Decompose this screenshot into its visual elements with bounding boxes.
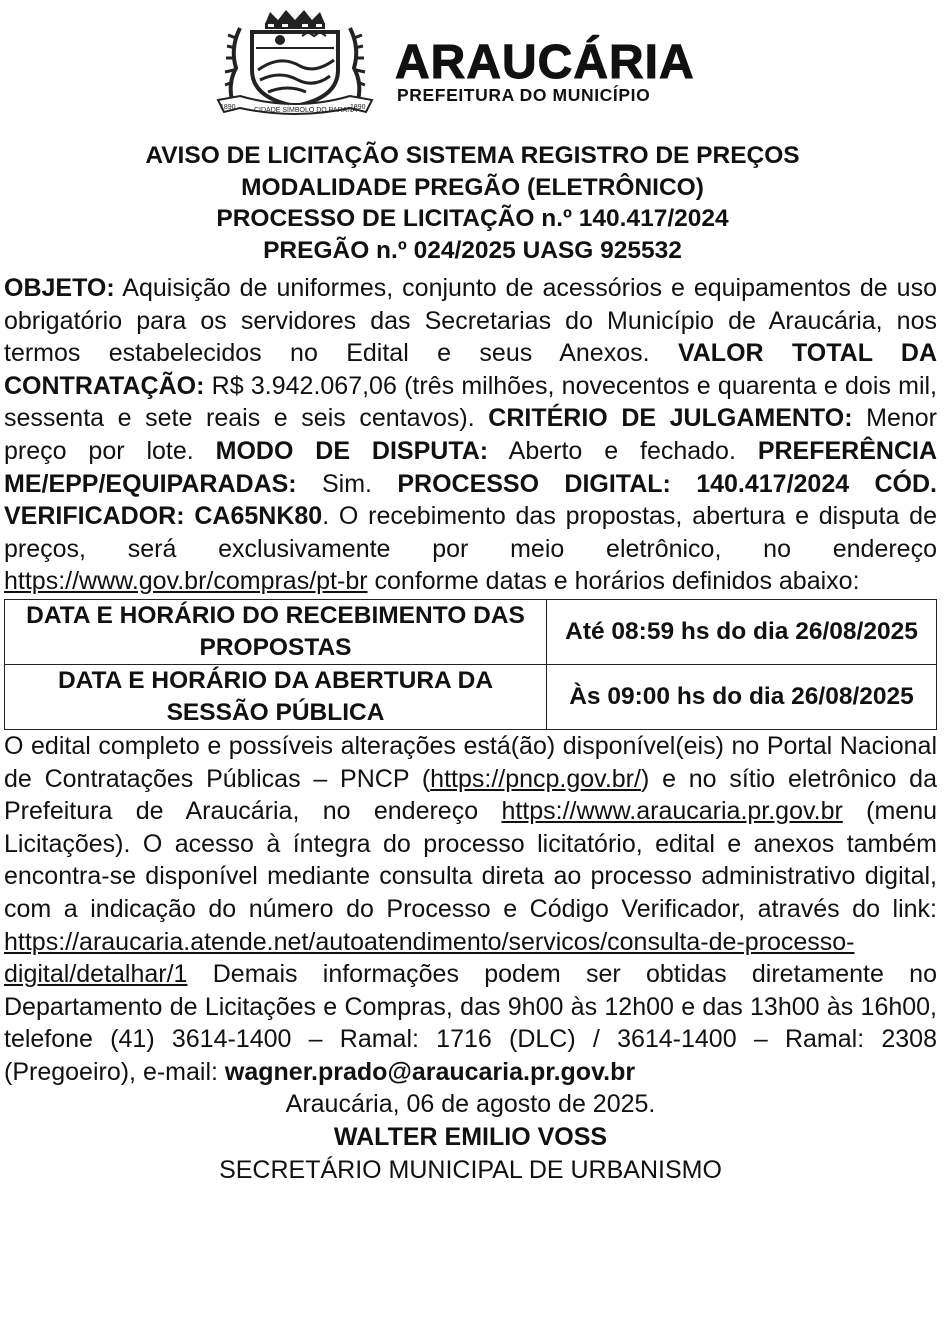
- table-cell-value: Até 08:59 hs do dia 26/08/2025: [547, 599, 937, 664]
- preferencia-label: PREFERÊNCIA ME/EPP/EQUIPARADAS:: [4, 436, 937, 498]
- place-date: Araucária, 06 de agosto de 2025.: [285, 1090, 656, 1119]
- processo-text: . O recebimento das propostas, abertura e disputa de preços, será exclusivamente por meio eletrônico, no endereço: [4, 502, 937, 563]
- preferencia-text: Sim.: [296, 469, 398, 498]
- table-row: [5, 599, 937, 664]
- objeto-text: Aquisição de uniformes, conjunto de acessórios e equipamentos de uso obrigatório para os servidores das Secretarias do Município de Araucária, nos termos estabelecidos no Edital e seus Anexos.: [4, 274, 937, 368]
- compras-link[interactable]: https://www.gov.br/compras/pt-br: [4, 567, 368, 596]
- notice-body: [4, 272, 937, 1186]
- signatory-role: SECRETÁRIO MUNICIPAL DE URBANISMO: [219, 1155, 722, 1184]
- brand-subtitle: PREFEITURA DO MUNICÍPIO: [397, 85, 651, 105]
- pncp-link[interactable]: https://pncp.gov.br/: [430, 764, 641, 793]
- object-paragraph: [4, 272, 937, 598]
- process-title: PROCESSO DE LICITAÇÃO n.º 140.417/2024: [216, 205, 729, 232]
- notice-titles: [0, 140, 945, 266]
- tail-text: conforme datas e horários definidos abaixo:: [367, 567, 860, 596]
- page-header: [0, 0, 945, 125]
- valor-label: VALOR TOTAL DA CONTRATAÇÃO:: [4, 339, 937, 400]
- objeto-label: OBJETO:: [4, 274, 115, 302]
- criterio-label: CRITÉRIO DE JULGAMENTO:: [488, 404, 853, 433]
- brand-logo: [395, 36, 695, 105]
- table-cell-value: Às 09:00 hs do dia 26/08/2025: [547, 664, 937, 729]
- info-text-3: (menu Licitações). O acesso à íntegra do processo licitatório, edital e anexos também encontra-se disponível mediante consulta direta ao processo administrativo digital, com a indicação do número do Processo e Código Verificador, através do link:: [4, 797, 938, 923]
- modality-title: MODALIDADE PREGÃO (ELETRÔNICO): [241, 173, 704, 201]
- pregao-title: PREGÃO n.º 024/2025 UASG 925532: [263, 236, 682, 264]
- info-text-1: O edital completo e possíveis alterações está(ão) disponível(eis) no Portal Nacional de Contratações Públicas – PNCP (: [4, 731, 937, 793]
- criterio-text: Menor preço por lote.: [4, 404, 937, 465]
- crest-year-left: 1890: [220, 104, 236, 111]
- modo-text: Aberto e fechado.: [488, 436, 758, 465]
- info-text-4: Demais informações podem ser obtidas diretamente no Departamento de Licitações e Compras, das 9h00 às 12h00 e das 13h00 às 16h00, telefone (41) 3614-1400 – Ramal: 1716 (DLC) / 3614-1400 – Ramal: 2308 (Pregoeiro), e-mail:: [4, 960, 937, 1086]
- crest-year-right: 1890: [350, 104, 366, 111]
- table-cell-label: DATA E HORÁRIO DO RECEBIMENTO DAS PROPOSTAS: [5, 599, 547, 664]
- signatory-name: WALTER EMILIO VOSS: [333, 1123, 608, 1152]
- email-link[interactable]: wagner.prado@araucaria.pr.gov.br: [224, 1057, 636, 1086]
- info-text-2: ) e no sítio eletrônico da Prefeitura de Araucária, no endereço: [4, 764, 937, 826]
- table-row: [5, 664, 937, 729]
- modo-label: MODO DE DISPUTA:: [215, 436, 489, 465]
- processo-label: PROCESSO DIGITAL: 140.417/2024 CÓD. VERIFICADOR: CA65NK80: [4, 469, 937, 531]
- info-paragraph: [4, 730, 937, 1089]
- valor-text: R$ 3.942.067,06 (três milhões, novecentos e quarenta e dois mil, sessenta e sete reais e seis centavos).: [4, 371, 937, 433]
- coat-of-arms-icon: [210, 8, 380, 118]
- atende-link[interactable]: https://araucaria.atende.net/autoatendimento/servicos/consulta-de-processo-digital/detalhar/1: [4, 927, 855, 989]
- notice-title: AVISO DE LICITAÇÃO SISTEMA REGISTRO DE PREÇOS: [145, 142, 800, 169]
- prefeitura-link[interactable]: https://www.araucaria.pr.gov.br: [501, 797, 843, 826]
- signature-block: [4, 1088, 937, 1186]
- brand-name: ARAUCÁRIA: [395, 36, 695, 89]
- crest-caption: CIDADE SÍMBOLO DO PARANÁ: [254, 107, 357, 114]
- dates-table: [4, 599, 937, 730]
- table-cell-label: DATA E HORÁRIO DA ABERTURA DA SESSÃO PÚBLICA: [5, 664, 547, 729]
